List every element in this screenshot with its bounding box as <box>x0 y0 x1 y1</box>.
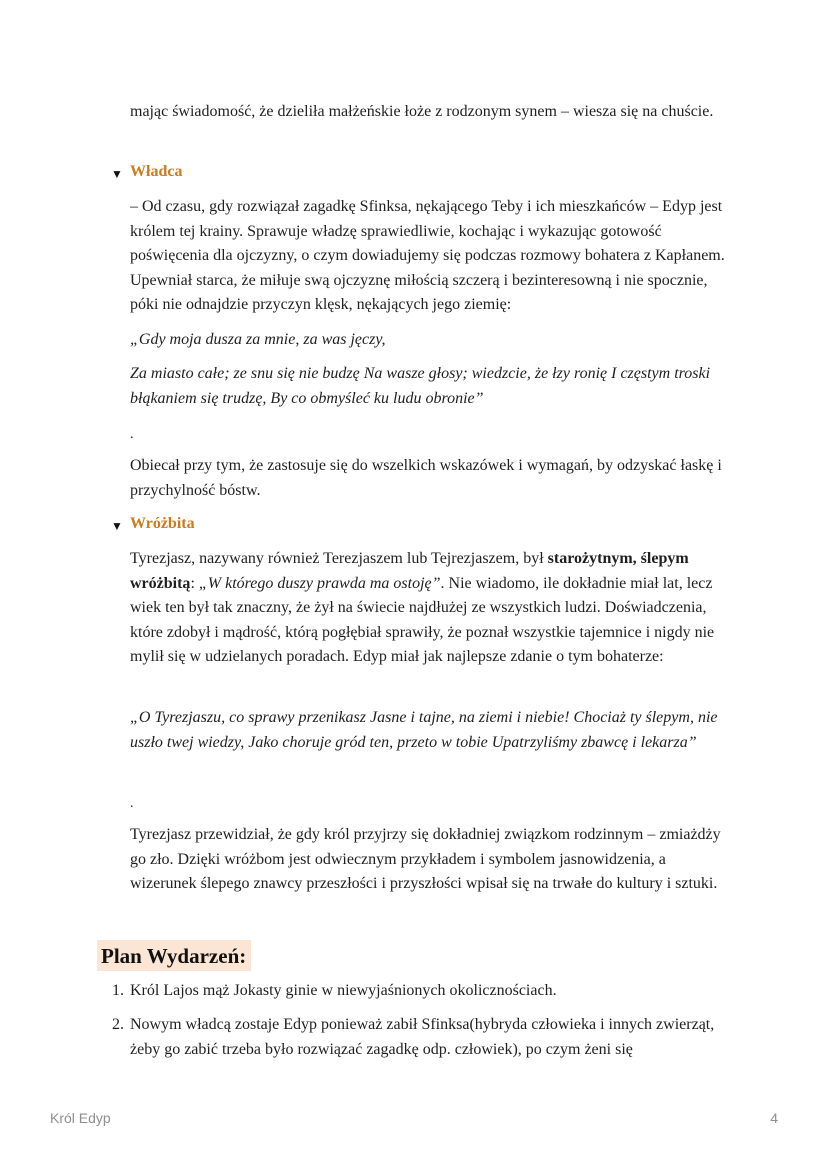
list-item: Nowym władcą zostaje Edyp ponieważ zabił Sfinksa(hybryda człowieka i innych zwierząt, żeby go zabić trzeba było rozwiązać zagadkę odp. człowiek), po czym żeni się <box>130 1016 715 1058</box>
list-item: Król Lajos mąż Jokasty ginie w niewyjaśnionych okolicznościach. <box>130 982 557 999</box>
toggle-title-wladca[interactable]: Władca <box>130 163 183 180</box>
wrozbita-colon: : <box>190 574 199 592</box>
wrozbita-paragraph <box>130 547 730 670</box>
wrozbita-dot: . <box>130 796 134 811</box>
plan-heading: Plan Wydarzeń: <box>97 940 251 971</box>
toggle-triangle-icon[interactable]: ▼ <box>111 167 123 181</box>
page-number: 4 <box>770 1110 778 1126</box>
wrozbita-italic-quote: „W którego duszy prawda ma ostoję” <box>198 574 441 592</box>
wladca-paragraph: – Od czasu, gdy rozwiązał zagadkę Sfinksa, nękającego Teby i ich mieszkańców – Edyp jest królem tej krainy. Sprawuje władzę sprawiedliwie, kochając i wykazując gotowość poświęcenia dla ojczyzny, o czym dowiadujemy się podczas rozmowy bohatera z Kapłanem. Upewniał starca, że miłuje swą ojczyznę miłością szczerą i bezinteresowną i nie spocznie, póki nie odnajdzie przyczyn klęsk, nękających jego ziemię: <box>130 198 725 313</box>
footer-title: Król Edyp <box>50 1110 111 1126</box>
list-item-number: 2. <box>112 1016 124 1033</box>
wrozbita-quote: „O Tyrezjaszu, co sprawy przenikasz Jasne i tajne, na ziemi i niebie! Chociaż ty ślepym, nie uszło twej wiedzy, Jako choruje gród ten, przeto w tobie Upatrzyliśmy zbawcę i lekarza” <box>130 709 718 751</box>
wrozbita-bold-text: starożytnym, ślepym wróżbitą <box>130 550 689 592</box>
wladca-dot: . <box>130 427 134 442</box>
wrozbita-text-start: Tyrezjasz, nazywany również Terezjaszem lub Tejrezjaszem, był <box>130 550 548 567</box>
toggle-triangle-icon[interactable]: ▼ <box>111 519 123 533</box>
wladca-paragraph-2: Obiecał przy tym, że zastosuje się do wszelkich wskazówek i wymagań, by odzyskać łaskę i przychylność bóstw. <box>130 457 722 499</box>
wladca-quote-line2: Za miasto całe; ze snu się nie budzę Na wasze głosy; wiedzcie, że łzy ronię I częstym troski błąkaniem się trudzę, By co obmyśleć ku ludu obronie” <box>130 365 711 407</box>
wrozbita-text-end: . Nie wiadomo, ile dokładnie miał lat, lecz wiek ten był tak znaczny, że żył na świecie najdłużej ze wszystkich ludzi. Doświadczenia, które zdobył i mądrość, którą pogłębiał sprawiły, że poznał wszystkie tajemnice i nigdy nie mylił się w udzielanych poradach. Edyp miał jak najlepsze zdanie o tym bohaterze: <box>130 574 715 665</box>
toggle-title-wrozbita[interactable]: Wróżbita <box>130 515 195 532</box>
wrozbita-paragraph-2: Tyrezjasz przewidział, że gdy król przyjrzy się dokładniej związkom rodzinnym – zmiażdży go zło. Dzięki wróżbom jest odwiecznym przykładem i symbolem jasnowidzenia, a wizerunek ślepego znawcy przeszłości i przyszłości wpisał się na trwałe do kultury i sztuki. <box>130 826 721 892</box>
intro-paragraph: mając świadomość, że dzieliła małżeńskie łoże z rodzonym synem – wiesza się na chuście. <box>130 103 714 120</box>
list-item-number: 1. <box>112 982 124 999</box>
wladca-quote-line1: „Gdy moja dusza za mnie, za was jęczy, <box>130 331 386 348</box>
